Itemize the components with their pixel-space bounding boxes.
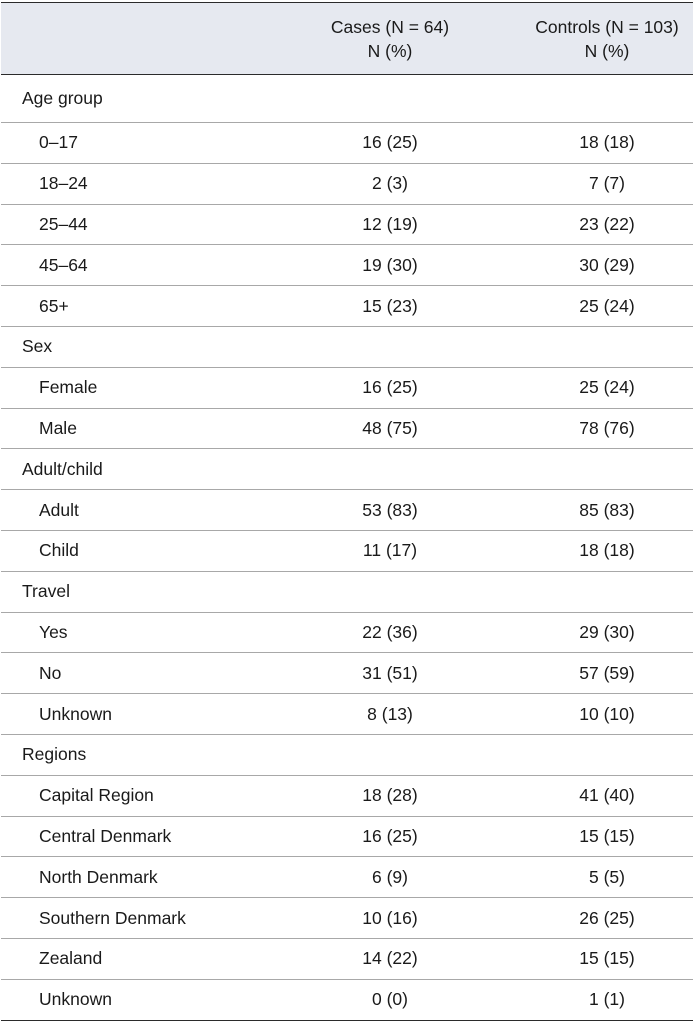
header-controls-unit: N (%) [584, 40, 630, 61]
header-controls-title: Controls (N = 103) [535, 16, 679, 37]
cases-value: 10 (16) [261, 898, 461, 939]
group-empty-cell [461, 571, 693, 612]
cases-value: 31 (51) [261, 653, 461, 694]
row-label: North Denmark [1, 857, 261, 898]
row-label: Central Denmark [1, 816, 261, 857]
controls-value: 85 (83) [461, 490, 693, 531]
table-row [1, 979, 693, 1020]
row-label: No [1, 653, 261, 694]
cases-value: 16 (25) [261, 816, 461, 857]
group-empty-cell [461, 326, 693, 367]
controls-value: 30 (29) [461, 245, 693, 286]
row-label: Male [1, 408, 261, 449]
table-row [1, 530, 693, 571]
group-empty-cell [461, 449, 693, 490]
table-row [1, 163, 693, 204]
table-body [1, 75, 693, 1021]
header-row [1, 3, 693, 75]
cases-value: 15 (23) [261, 286, 461, 327]
row-label: 45–64 [1, 245, 261, 286]
row-label: 65+ [1, 286, 261, 327]
controls-value: 25 (24) [461, 367, 693, 408]
cases-value: 19 (30) [261, 245, 461, 286]
row-label: 25–44 [1, 204, 261, 245]
table-row [1, 775, 693, 816]
cases-value: 14 (22) [261, 938, 461, 979]
group-empty-cell [261, 75, 461, 123]
characteristics-table [1, 2, 693, 1021]
controls-value: 7 (7) [461, 163, 693, 204]
group-row [1, 75, 693, 123]
group-empty-cell [261, 734, 461, 775]
controls-value: 26 (25) [461, 898, 693, 939]
table-row [1, 204, 693, 245]
table-row [1, 123, 693, 164]
header-cases-title: Cases (N = 64) [330, 16, 450, 37]
controls-value: 57 (59) [461, 653, 693, 694]
row-label: 18–24 [1, 163, 261, 204]
cases-value: 2 (3) [261, 163, 461, 204]
group-empty-cell [461, 75, 693, 123]
header-cases-unit: N (%) [367, 40, 413, 61]
controls-value: 18 (18) [461, 123, 693, 164]
table-row [1, 612, 693, 653]
group-empty-cell [261, 326, 461, 367]
controls-value: 1 (1) [461, 979, 693, 1020]
table-row [1, 938, 693, 979]
row-label: Unknown [1, 694, 261, 735]
table-row [1, 245, 693, 286]
row-label: Southern Denmark [1, 898, 261, 939]
group-label: Age group [1, 75, 261, 123]
controls-value: 78 (76) [461, 408, 693, 449]
controls-value: 41 (40) [461, 775, 693, 816]
group-empty-cell [261, 571, 461, 612]
header-controls [461, 3, 693, 75]
group-label: Adult/child [1, 449, 261, 490]
cases-value: 53 (83) [261, 490, 461, 531]
table-row [1, 367, 693, 408]
cases-value: 18 (28) [261, 775, 461, 816]
group-row [1, 734, 693, 775]
row-label: Capital Region [1, 775, 261, 816]
header-cases [261, 3, 461, 75]
table-row [1, 694, 693, 735]
controls-value: 5 (5) [461, 857, 693, 898]
row-label: 0–17 [1, 123, 261, 164]
cases-value: 12 (19) [261, 204, 461, 245]
table-row [1, 286, 693, 327]
group-empty-cell [261, 449, 461, 490]
controls-value: 23 (22) [461, 204, 693, 245]
controls-value: 10 (10) [461, 694, 693, 735]
group-row [1, 571, 693, 612]
table-row [1, 857, 693, 898]
row-label: Yes [1, 612, 261, 653]
cases-value: 16 (25) [261, 123, 461, 164]
header-empty-cell [1, 3, 261, 75]
group-row [1, 449, 693, 490]
controls-value: 29 (30) [461, 612, 693, 653]
table-row [1, 898, 693, 939]
cases-value: 6 (9) [261, 857, 461, 898]
cases-value: 11 (17) [261, 530, 461, 571]
group-label: Regions [1, 734, 261, 775]
controls-value: 15 (15) [461, 938, 693, 979]
group-label: Sex [1, 326, 261, 367]
table-row [1, 653, 693, 694]
row-label: Unknown [1, 979, 261, 1020]
group-empty-cell [461, 734, 693, 775]
cases-value: 8 (13) [261, 694, 461, 735]
cases-value: 48 (75) [261, 408, 461, 449]
controls-value: 25 (24) [461, 286, 693, 327]
table-row [1, 408, 693, 449]
row-label: Female [1, 367, 261, 408]
row-label: Zealand [1, 938, 261, 979]
controls-value: 15 (15) [461, 816, 693, 857]
cases-value: 22 (36) [261, 612, 461, 653]
row-label: Adult [1, 490, 261, 531]
table-header [1, 3, 693, 75]
cases-value: 0 (0) [261, 979, 461, 1020]
row-label: Child [1, 530, 261, 571]
group-label: Travel [1, 571, 261, 612]
table-row [1, 490, 693, 531]
controls-value: 18 (18) [461, 530, 693, 571]
table-row [1, 816, 693, 857]
cases-value: 16 (25) [261, 367, 461, 408]
group-row [1, 326, 693, 367]
